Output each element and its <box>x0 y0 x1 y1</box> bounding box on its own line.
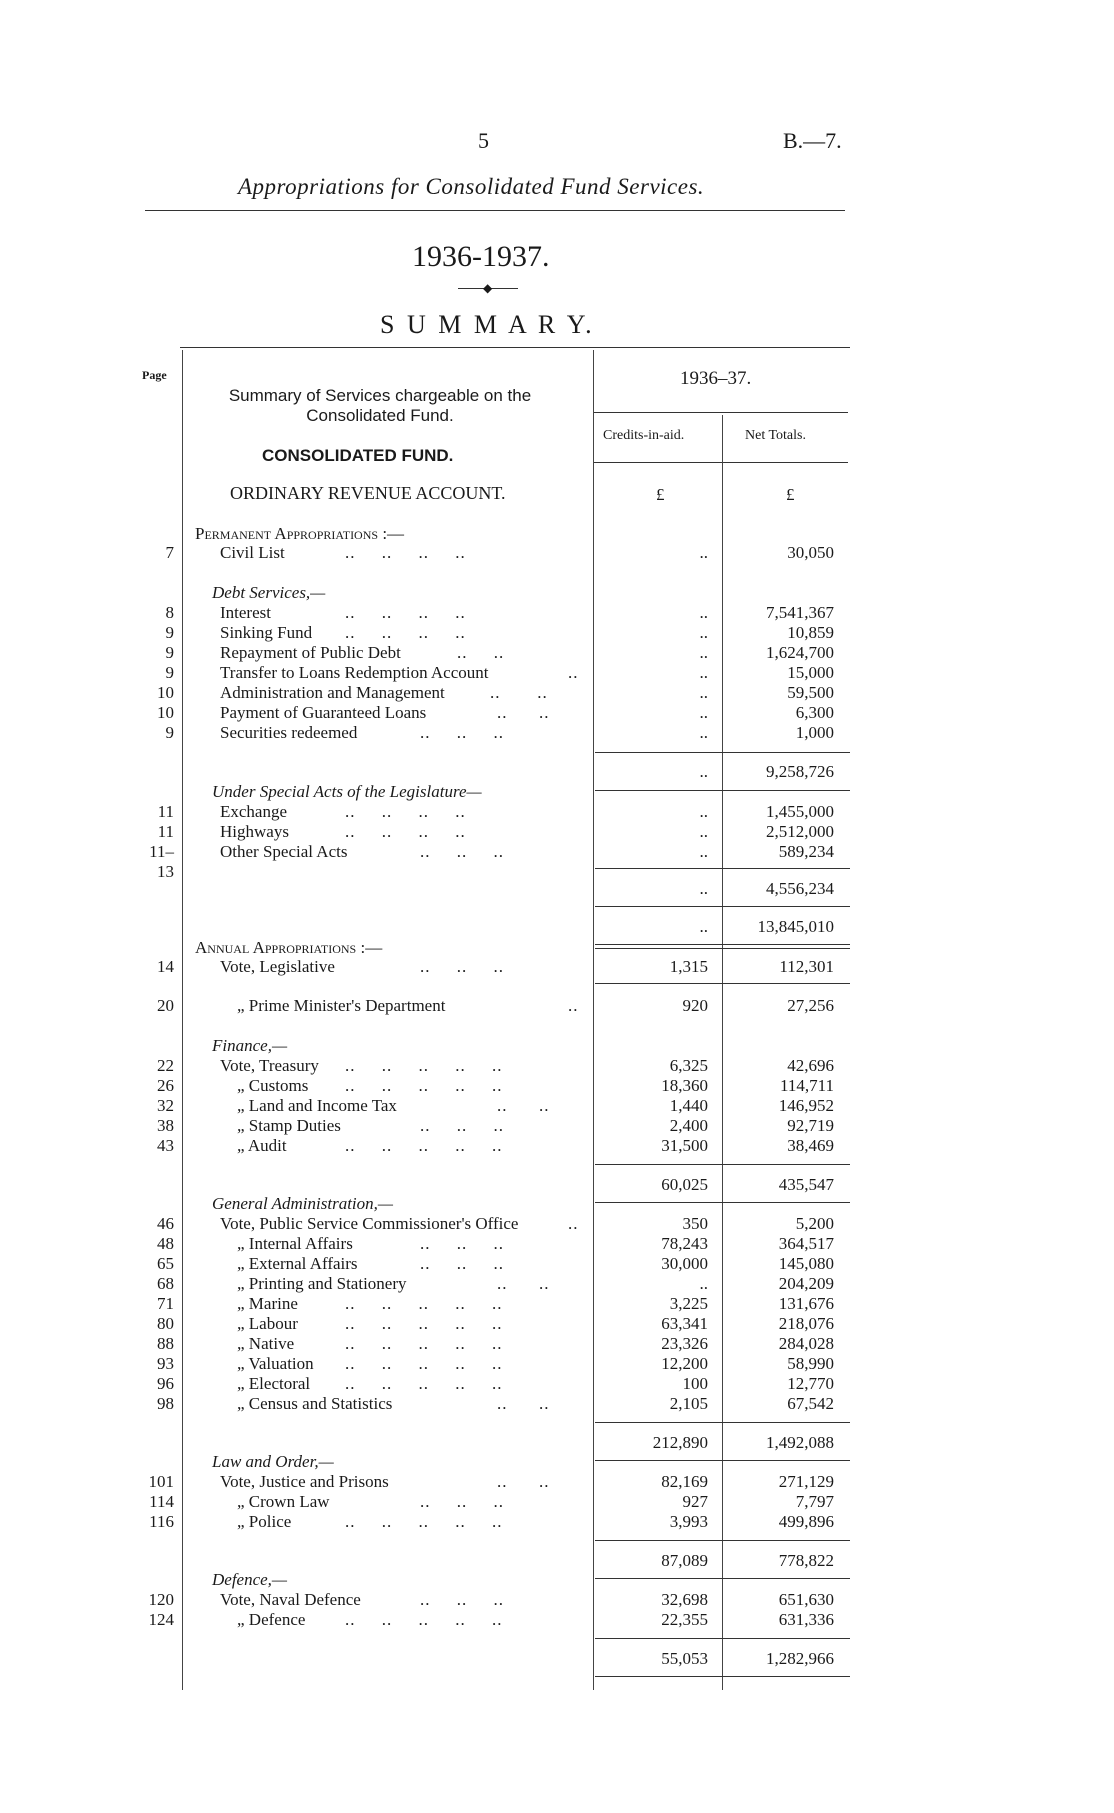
table-row: 8 Interest .. .. .. .. .. 7,541,367 <box>165 603 834 622</box>
table-row: 10 Payment of Guaranteed Loans .. .. .. 6,300 <box>157 703 834 722</box>
account-heading: ORDINARY REVENUE ACCOUNT. <box>230 483 506 503</box>
subtotal-rule <box>595 906 850 907</box>
year-header-rule <box>593 412 848 413</box>
subtotal-rule <box>595 790 850 791</box>
subtotal-rule <box>595 1578 850 1579</box>
subtotal-rule <box>595 1164 850 1165</box>
credits-column-header: Credits-in-aid. <box>603 428 685 443</box>
section-general-admin-heading: General Administration,— <box>212 1194 394 1213</box>
section-defence-heading: Defence,— <box>212 1570 288 1589</box>
table-row: 14 Vote, Legislative .. .. .. 1,315 112,301 <box>157 957 834 976</box>
table-row: 26 „ Customs .. .. .. .. .. 18,360 114,711 <box>157 1076 834 1095</box>
table-row: 96 „ Electoral .. .. .. .. .. 100 12,770 <box>157 1374 834 1393</box>
section-special-acts-heading: Under Special Acts of the Legislature— <box>212 782 482 801</box>
table-row: 48 „ Internal Affairs .. .. .. 78,243 364,517 <box>157 1234 834 1253</box>
debt-total-net: 9,258,726 <box>766 762 834 781</box>
table-row: 68 „ Printing and Stationery .. .. .. 204,209 <box>157 1274 834 1293</box>
section-law-order-heading: Law and Order,— <box>212 1452 334 1471</box>
table-row: 11 Exchange .. .. .. .. .. 1,455,000 <box>157 802 834 821</box>
table-row: 124 „ Defence .. .. .. .. .. 22,355 631,336 <box>148 1610 834 1629</box>
paper-reference: B.—7. <box>783 128 842 153</box>
table-row: 9 Repayment of Public Debt .. .. .. 1,624,700 <box>165 643 834 662</box>
subtotal-rule <box>595 1540 850 1541</box>
table-row: 43 „ Audit .. .. .. .. .. 31,500 38,469 <box>157 1136 834 1155</box>
table-row: 11 Highways .. .. .. .. .. 2,512,000 <box>157 822 834 841</box>
permanent-total-net: 13,845,010 <box>757 917 834 936</box>
leader-dots: .. .. .. .. <box>345 543 466 562</box>
table-row: 13 <box>157 862 174 881</box>
defence-total-credits: 55,053 <box>661 1649 708 1668</box>
table-row: 116 „ Police .. .. .. .. .. 3,993 499,896 <box>149 1512 834 1531</box>
debt-total-credits: .. <box>699 762 708 781</box>
special-total-credits: .. <box>699 879 708 898</box>
ornament-diamond-icon: ◆ <box>483 281 493 295</box>
page-column-header: Page <box>142 368 167 382</box>
table-row: 93 „ Valuation .. .. .. .. .. 12,200 58,990 <box>157 1354 834 1373</box>
subheader-rule <box>593 462 848 463</box>
finance-total-credits: 60,025 <box>661 1175 708 1194</box>
fund-heading: CONSOLIDATED FUND. <box>262 446 454 465</box>
admin-total-credits: 212,890 <box>652 1433 708 1452</box>
subtotal-rule <box>595 1638 850 1639</box>
net-column-header: Net Totals. <box>745 428 806 443</box>
row-net: 30,050 <box>787 543 834 562</box>
summary-title: S U M M A R Y. <box>380 310 595 339</box>
permanent-total-credits: .. <box>699 917 708 936</box>
row-rule <box>595 983 850 984</box>
defence-total-net: 1,282,966 <box>766 1649 834 1668</box>
row-credits: .. <box>699 543 708 562</box>
table-row: 65 „ External Affairs .. .. .. 30,000 145,080 <box>157 1254 834 1273</box>
subtotal-rule <box>595 1676 850 1677</box>
header-rule <box>145 210 845 211</box>
row-page: 7 <box>165 543 174 562</box>
table-row: 10 Administration and Management .. .. .. 59,500 <box>157 683 834 702</box>
table-row: 9 Securities redeemed .. .. .. .. 1,000 <box>165 723 834 742</box>
table-row: 9 Transfer to Loans Redemption Account .. .. 15,000 <box>165 663 834 682</box>
table-row: 98 „ Census and Statistics .. .. 2,105 67,542 <box>157 1394 834 1413</box>
table-row: 80 „ Labour .. .. .. .. .. 63,341 218,076 <box>157 1314 834 1333</box>
running-title: Appropriations for Consolidated Fund Services. <box>238 174 705 199</box>
year-title: 1936-1937. <box>412 240 550 273</box>
year-column-header: 1936–37. <box>680 368 752 389</box>
law-total-credits: 87,089 <box>661 1551 708 1570</box>
net-unit: £ <box>786 485 795 504</box>
table-row: 9 Sinking Fund .. .. .. .. .. 10,859 <box>165 623 834 642</box>
total-double-rule <box>595 948 850 949</box>
total-double-rule <box>595 944 850 945</box>
section-annual-heading: Annual Appropriations :— <box>195 938 383 957</box>
subtotal-rule <box>595 1460 850 1461</box>
admin-total-net: 1,492,088 <box>766 1433 834 1452</box>
subtotal-rule <box>595 1422 850 1423</box>
section-permanent-heading: Permanent Appropriations :— <box>195 524 405 543</box>
table-row: 114 „ Crown Law .. .. .. 927 7,797 <box>149 1492 834 1511</box>
finance-total-net: 435,547 <box>778 1175 834 1194</box>
table-row: 38 „ Stamp Duties .. .. .. 2,400 92,719 <box>157 1116 834 1135</box>
law-total-net: 778,822 <box>778 1551 834 1570</box>
table-row: 88 „ Native .. .. .. .. .. 23,326 284,028 <box>157 1334 834 1353</box>
special-total-net: 4,556,234 <box>766 879 834 898</box>
subtotal-rule <box>595 868 850 869</box>
page-number: 5 <box>478 128 489 153</box>
table-row: 46 Vote, Public Service Commissioner's Office .. 350 5,200 <box>157 1214 834 1233</box>
table-description: Summary of Services chargeable on the Consolidated Fund. <box>228 386 532 425</box>
section-debt-heading: Debt Services,— <box>212 583 326 602</box>
table-row: 11– Other Special Acts .. .. .. .. 589,234 <box>149 842 834 861</box>
table-row: 22 Vote, Treasury .. .. .. .. .. 6,325 42,696 <box>157 1056 834 1075</box>
section-finance-heading: Finance,— <box>212 1036 288 1055</box>
table-row: 32 „ Land and Income Tax .. .. 1,440 146,952 <box>157 1096 834 1115</box>
row-label: Civil List <box>220 543 285 562</box>
table-top-rule <box>180 347 850 348</box>
table-row <box>0 543 1114 563</box>
subtotal-rule <box>595 1202 850 1203</box>
table-row: 101 Vote, Justice and Prisons .. .. 82,169 271,129 <box>148 1472 834 1491</box>
table-row: 120 Vote, Naval Defence .. .. .. 32,698 651,630 <box>148 1590 834 1609</box>
table-row: 20 „ Prime Minister's Department .. 920 27,256 <box>157 996 834 1015</box>
credits-unit: £ <box>656 485 665 504</box>
table-row: 71 „ Marine .. .. .. .. .. 3,225 131,676 <box>157 1294 834 1313</box>
subtotal-rule <box>595 752 850 753</box>
